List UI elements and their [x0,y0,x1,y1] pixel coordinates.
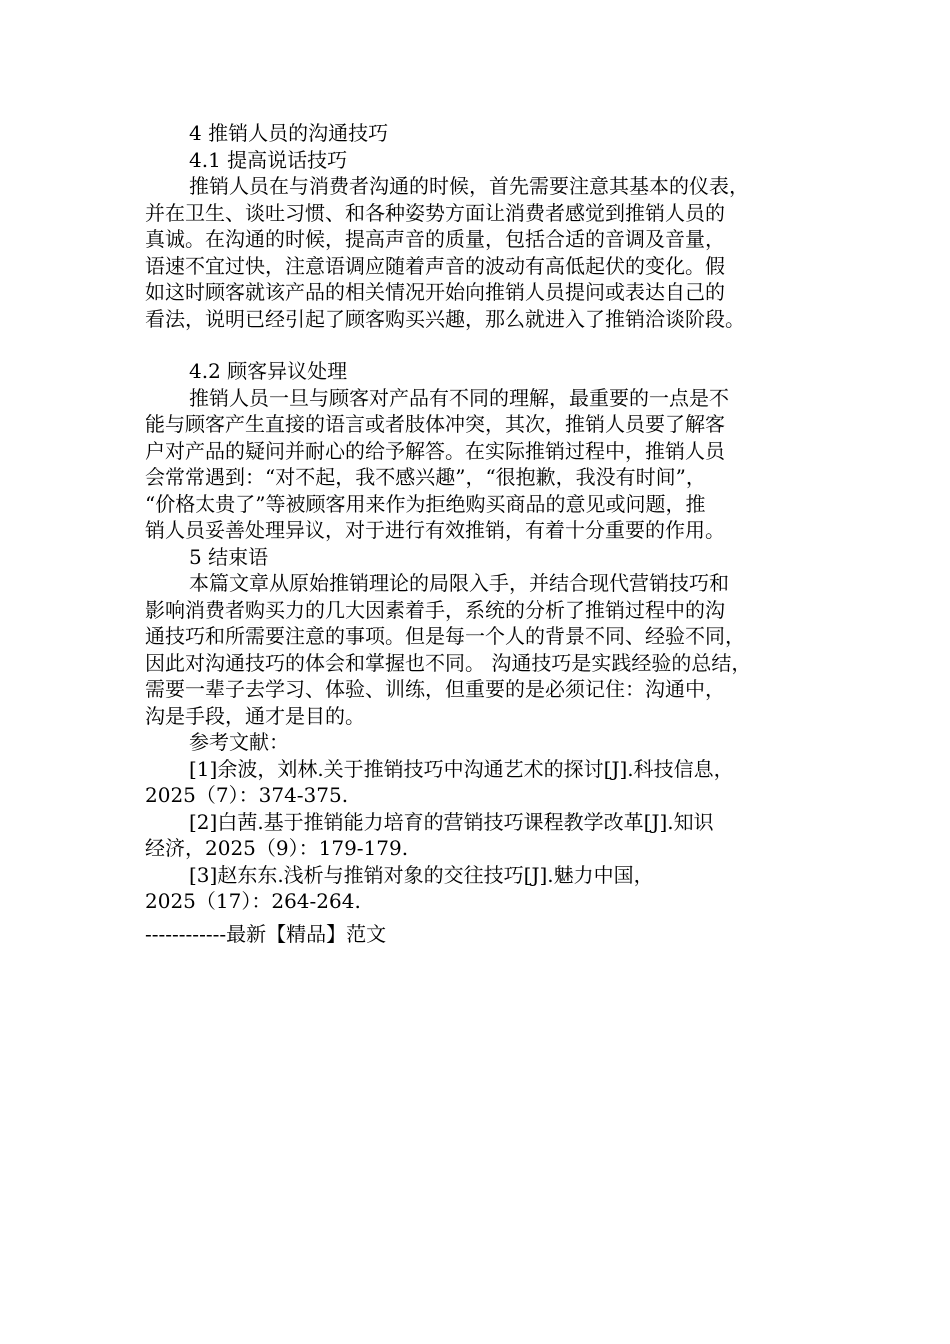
paragraph-line: 本篇文章从原始推销理论的局限入手，并结合现代营销技巧和 [189,571,729,595]
reference-item-2: [2]白茜.基于推销能力培育的营销技巧课程教学改革[J].知识 [189,809,714,834]
paragraph-line: 沟是手段，通才是目的。 [145,703,365,728]
paragraph-line: 影响消费者购买力的几大因素着手，系统的分析了推销过程中的沟 [145,597,725,622]
references-heading: 参考文献： [189,730,289,754]
reference-item-1: [1]余波，刘林.关于推销技巧中沟通艺术的探讨[J].科技信息， [189,756,734,781]
section-4-2-heading: 4.2 顾客异议处理 [189,359,348,383]
paragraph-line: 推销人员在与消费者沟通的时候，首先需要注意其基本的仪表， [189,174,749,198]
reference-item-1-cont: 2025（7）：374-375. [145,783,349,807]
paragraph-line: “价格太贵了”等被顾客用来作为拒绝购买商品的意见或问题，推 [145,491,706,516]
paragraph-line: 并在卫生、谈吐习惯、和各种姿势方面让消费者感觉到推销人员的 [145,200,725,225]
reference-item-3-cont: 2025（17）：264-264. [145,889,361,913]
section-4-heading: 4 推销人员的沟通技巧 [189,121,389,145]
section-5-heading: 5 结束语 [189,544,269,569]
paragraph-spacer [145,332,815,358]
page-footer: ------------最新【精品】范文 [145,922,387,946]
document-body [145,120,815,915]
paragraph-line: 语速不宜过快，注意语调应随着声音的波动有高低起伏的变化。假 [145,253,725,278]
paragraph-line: 看法，说明已经引起了顾客购买兴趣，那么就进入了推销洽谈阶段。 [145,306,745,331]
paragraph-line: 因此对沟通技巧的体会和掌握也不同。 沟通技巧是实践经验的总结， [145,650,752,675]
section-4-1-heading: 4.1 提高说话技巧 [189,147,348,172]
paragraph-line: 能与顾客产生直接的语言或者肢体冲突，其次，推销人员要了解客 [145,412,725,436]
paragraph-line: 会常常遇到：“对不起，我不感兴趣”，“很抱歉，我没有时间”， [145,465,706,489]
paragraph-line: 真诚。在沟通的时候，提高声音的质量，包括合适的音调及音量， [145,227,725,251]
paragraph-line: 如这时顾客就该产品的相关情况开始向推销人员提问或表达自己的 [145,280,725,304]
reference-item-2-cont: 经济，2025（9）：179-179. [145,836,409,860]
paragraph-line: 推销人员一旦与顾客对产品有不同的理解，最重要的一点是不 [189,385,729,410]
paragraph-line: 通技巧和所需要注意的事项。但是每一个人的背景不同、经验不同， [145,624,745,648]
paragraph-line: 销人员妥善处理异议，对于进行有效推销，有着十分重要的作用。 [145,518,725,542]
reference-item-3: [3]赵东东.浅析与推销对象的交往技巧[J].魅力中国， [189,862,654,887]
paragraph-line: 需要一辈子去学习、体验、训练，但重要的是必须记住：沟通中， [145,677,725,701]
paragraph-line: 户对产品的疑问并耐心的给予解答。在实际推销过程中，推销人员 [145,438,725,463]
